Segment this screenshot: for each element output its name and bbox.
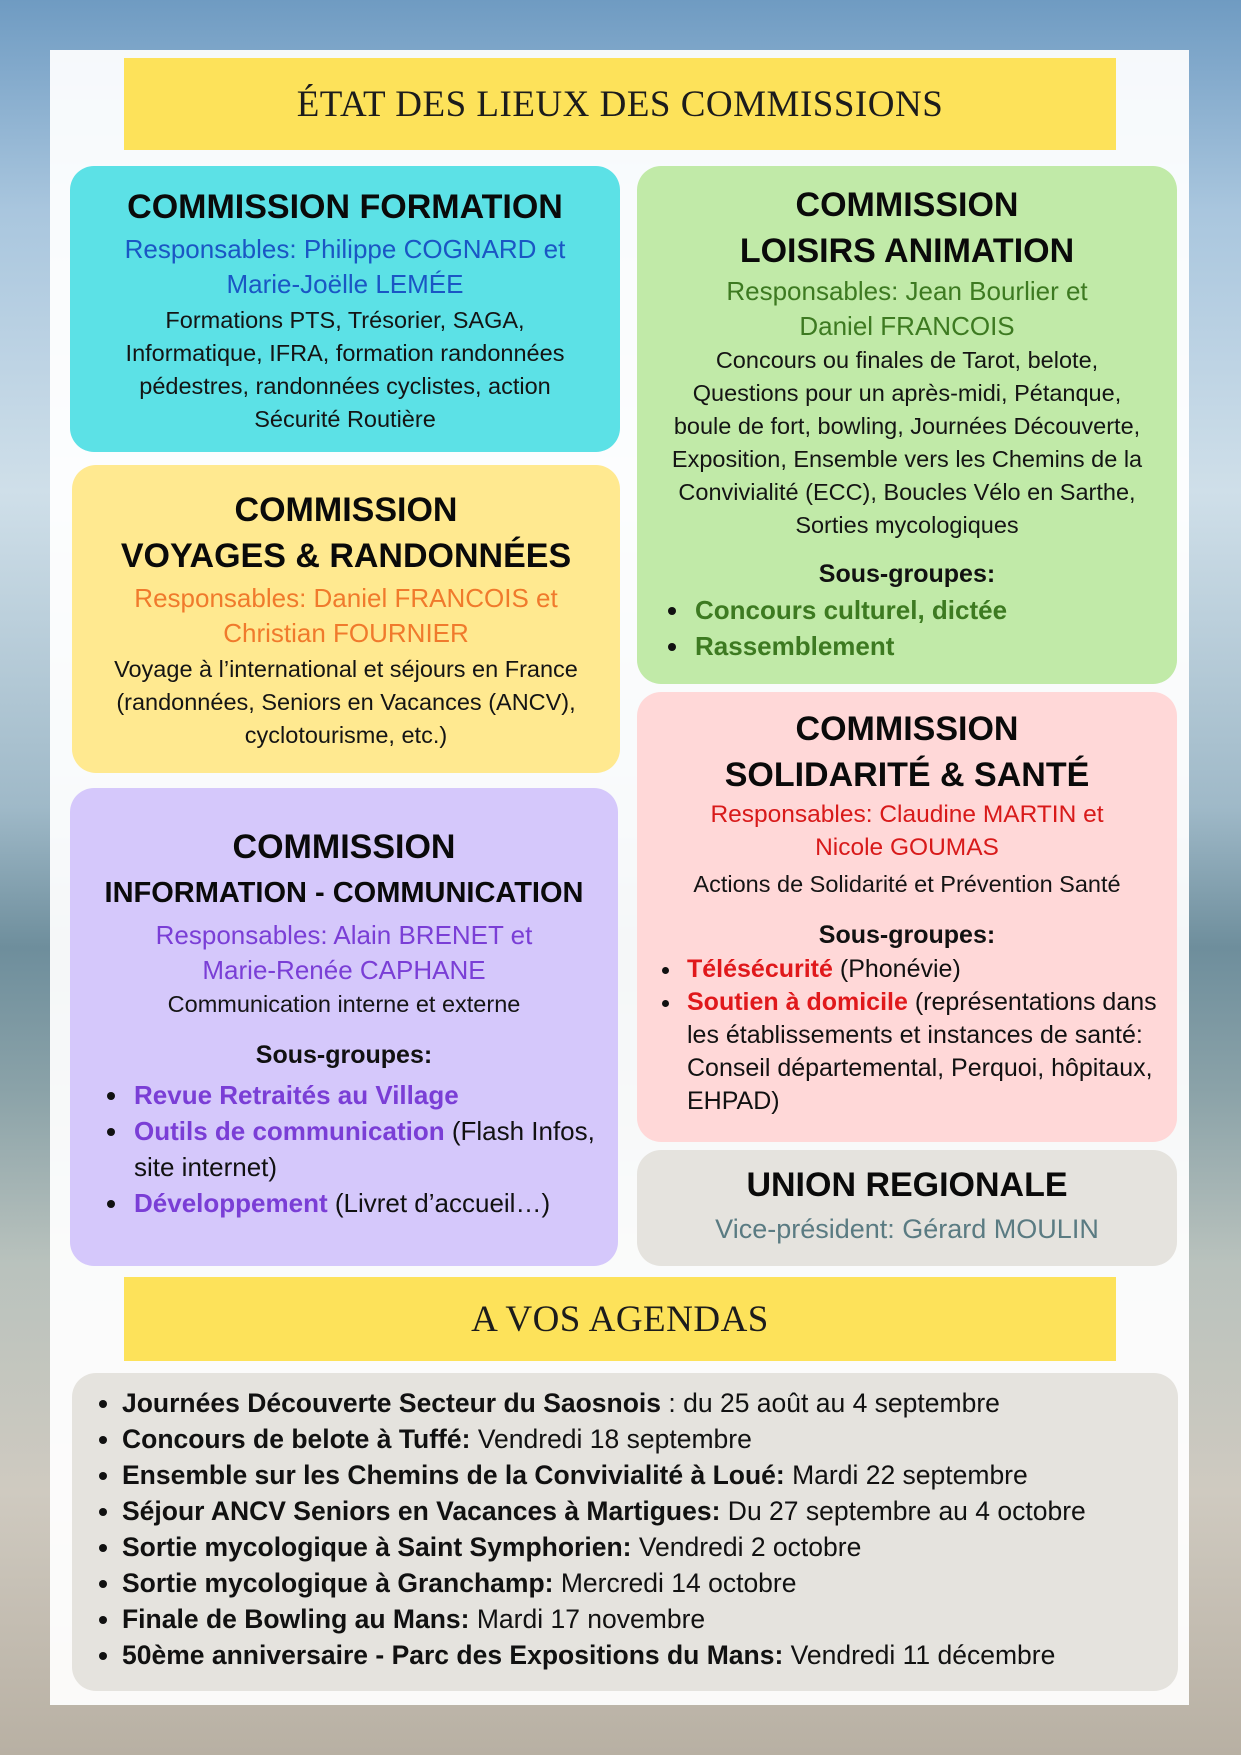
subgroup-name: Développement [134,1188,328,1218]
subgroup-name: Rassemblement [695,631,895,661]
information-subgroups-list [82,1077,606,1221]
resp-line: Marie-Joëlle LEMÉE [226,269,464,299]
agenda-date: Mardi 17 novembre [469,1604,706,1634]
subgroups-label: Sous-groupes: [818,921,996,949]
commission-loisirs-responsables [643,274,1171,344]
commission-voyages-responsables [84,581,608,651]
agenda-item [122,1385,1168,1421]
resp-line: Nicole GOUMAS [815,834,999,861]
list-item [130,1185,606,1221]
union-regionale-vice-president: Vice-président: Gérard MOULIN [715,1214,1099,1244]
agenda-date: Mercredi 14 octobre [553,1568,797,1598]
list-item [683,986,1169,1118]
page-title: ÉTAT DES LIEUX DES COMMISSIONS [124,58,1116,150]
agenda-date: Mardi 22 septembre [784,1460,1028,1490]
title-line: SOLIDARITÉ & SANTÉ [724,756,1090,794]
commission-voyages-card [72,465,620,773]
title-line: COMMISSION [795,186,1019,224]
commission-loisirs-card [637,166,1177,684]
commission-formation-title: COMMISSION FORMATION [127,188,563,226]
agenda-event: Séjour ANCV Seniors en Vacances à Martigues: [122,1496,721,1526]
desc-line: Concours ou finales de Tarot, belote, [715,347,1099,373]
agenda-event: Journées Découverte Secteur du Saosnois [122,1388,662,1418]
desc-line: boule de fort, bowling, Journées Découverte, [673,413,1141,439]
union-regionale-title: UNION REGIONALE [746,1166,1068,1204]
subgroup-name: Revue Retraités au Village [134,1080,459,1110]
commission-solidarite-title [645,706,1169,798]
desc-line: Questions pour un après-midi, Pétanque, [692,380,1122,406]
resp-line: Responsables: Philippe COGNARD et [124,234,566,264]
list-item [683,953,1169,986]
desc-line: Sorties mycologiques [795,512,1019,538]
commission-formation-description [82,304,608,436]
desc-line: Informatique, IFRA, formation randonnées [125,340,565,366]
agenda-title: A VOS AGENDAS [124,1277,1116,1361]
subgroup-name: Soutien à domicile [687,988,908,1016]
list-item [130,1077,606,1113]
subgroup-detail: (Livret d’accueil…) [327,1188,551,1218]
agenda-date: : du 25 août au 4 septembre [661,1388,1000,1418]
agenda-date: Du 27 septembre au 4 octobre [720,1496,1086,1526]
resp-line: Responsables: Claudine MARTIN et [710,801,1104,828]
agenda-item [122,1565,1168,1601]
commission-voyages-title [84,487,608,579]
title-line: COMMISSION [232,828,456,866]
loisirs-subgroups-list [643,592,1171,664]
list-item [691,592,1171,628]
agenda-item [122,1457,1168,1493]
desc-line: cyclotourisme, etc.) [244,722,448,748]
subgroups-label: Sous-groupes: [818,560,996,588]
desc-line: Formations PTS, Trésorier, SAGA, [165,307,525,333]
solidarite-subgroups-list [645,953,1169,1118]
agenda-date: Vendredi 2 octobre [631,1532,862,1562]
resp-line: Marie-Renée CAPHANE [202,955,486,985]
title-line: COMMISSION [234,491,458,529]
agenda-item [122,1601,1168,1637]
agenda-card [72,1373,1178,1691]
agenda-item [122,1637,1168,1673]
commission-information-description: Communication interne et externe [167,991,521,1017]
title-line: COMMISSION [795,710,1019,748]
commission-solidarite-description: Actions de Solidarité et Prévention Santé [693,871,1121,897]
agenda-date: Vendredi 18 septembre [470,1424,752,1454]
agenda-item [122,1493,1168,1529]
desc-line: Voyage à l’international et séjours en France [114,656,578,682]
desc-line: Convivialité (ECC), Boucles Vélo en Sarthe, [678,479,1136,505]
subgroup-detail: (Phonévie) [832,955,961,983]
commission-loisirs-title [643,182,1171,274]
commission-formation-responsables [82,232,608,302]
subgroup-name: Télésécurité [687,955,833,983]
resp-line: Responsables: Alain BRENET et [155,920,533,950]
subgroup-detail: (Flash Infos, site internet) [134,1116,595,1182]
agenda-event: 50ème anniversaire - Parc des Expositions du Mans: [122,1640,784,1670]
subgroup-detail: (représentations dans les établissements et instances de santé: Conseil départemental, Perquoi, hôpitaux, EHPAD) [687,988,1157,1115]
desc-line: Sécurité Routière [254,406,436,432]
subgroup-name: Concours culturel, dictée [695,595,1008,625]
desc-line: pédestres, randonnées cyclistes, action [139,373,551,399]
commission-solidarite-card [637,692,1177,1142]
list-item [130,1113,606,1185]
commission-information-responsables [82,918,606,988]
agenda-event: Finale de Bowling au Mans: [122,1604,470,1634]
list-item [691,628,1171,664]
agenda-event: Ensemble sur les Chemins de la Convivialité à Loué: [122,1460,785,1490]
title-line: INFORMATION - COMMUNICATION [104,877,584,909]
subgroups-label: Sous-groupes: [255,1041,433,1069]
union-regionale-card [637,1150,1177,1266]
commission-formation-card [70,166,620,452]
resp-line: Christian FOURNIER [223,618,469,648]
resp-line: Responsables: Jean Bourlier et [726,276,1088,306]
commission-solidarite-responsables [645,798,1169,864]
commission-information-card [70,788,618,1266]
title-line: LOISIRS ANIMATION [739,232,1075,270]
commission-information-title [82,824,606,916]
resp-line: Daniel FRANCOIS [799,311,1015,341]
agenda-item [122,1421,1168,1457]
resp-line: Responsables: Daniel FRANCOIS et [134,583,558,613]
agenda-event: Sortie mycologique à Saint Symphorien: [122,1532,632,1562]
agenda-list [72,1385,1168,1673]
agenda-date: Vendredi 11 décembre [783,1640,1056,1670]
desc-line: Exposition, Ensemble vers les Chemins de la [671,446,1143,472]
commission-loisirs-description [643,344,1171,542]
desc-line: (randonnées, Seniors en Vacances (ANCV), [116,689,576,715]
commission-voyages-description [84,653,608,752]
title-line: VOYAGES & RANDONNÉES [120,537,572,575]
subgroup-name: Outils de communication [134,1116,445,1146]
agenda-event: Concours de belote à Tuffé: [122,1424,471,1454]
agenda-item [122,1529,1168,1565]
agenda-event: Sortie mycologique à Granchamp: [122,1568,554,1598]
